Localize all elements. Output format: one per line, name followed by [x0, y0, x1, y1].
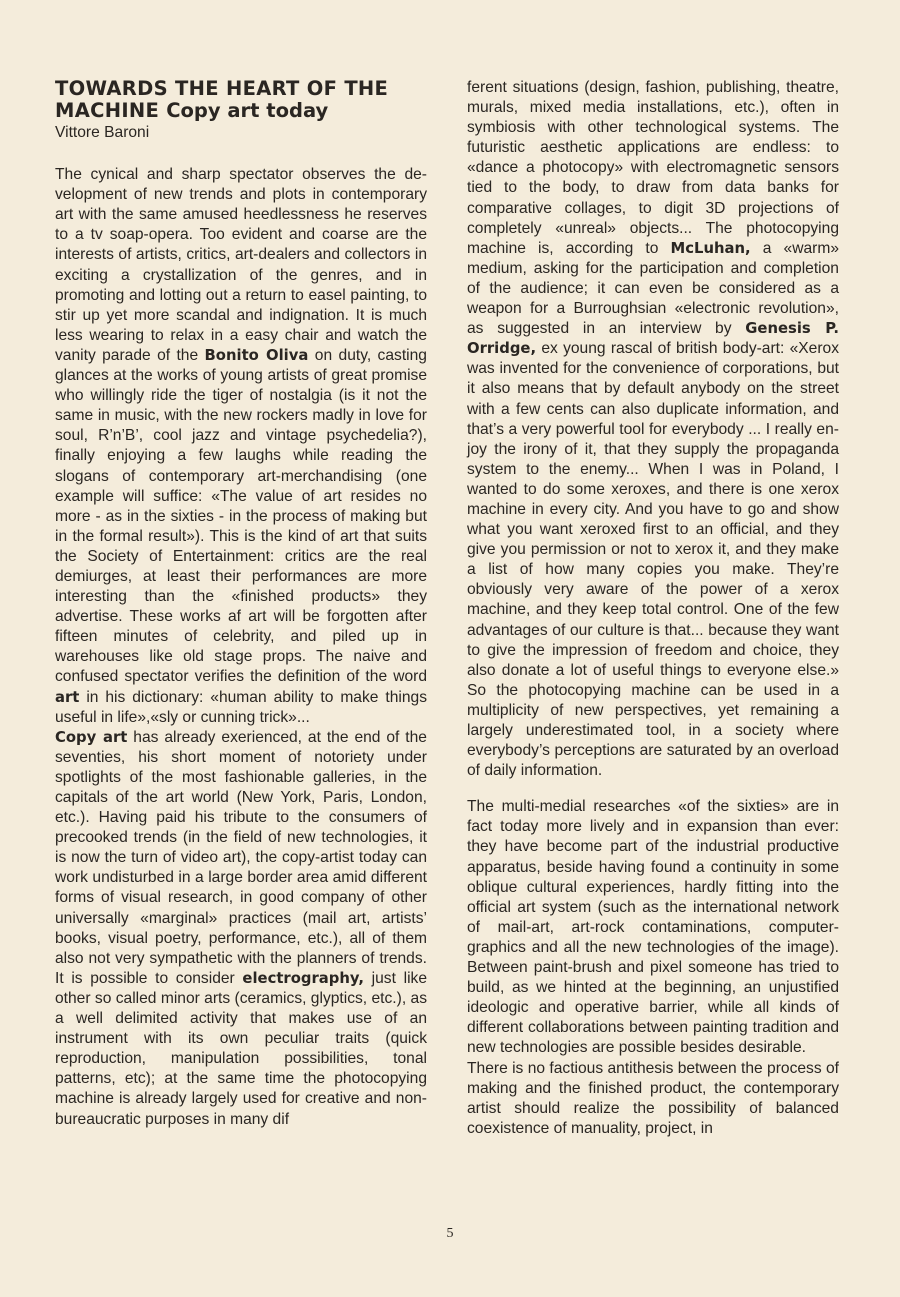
article-title-sub: Copy art today — [166, 99, 329, 122]
article-title — [55, 78, 427, 122]
left-p1-text-a: The cynical and sharp spectator observes the development of new trends and plots in contemporary art with the same amused heedlessness he reserves to a tv soap-opera. Too evident and coarse are the interests of artists, critics, art-dealers and collectors in exciting a crystallization of the genres, and in promoting and lotting out a return to easel painting, to stir up yet more scandal and indignation. It is much less wearing to relax in a easy chair and watch the vanity parade of the — [55, 166, 427, 364]
left-p2-text-a: has already exerienced, at the end of the seventies, his short moment of notoriety under spotlights of the most fashionable galleries, in the capitals of the art world (New York, Paris, London, etc.). Having paid his tribute to the consumers of precooked trends (in the field of new technologies, it is now the turn of video art), the copy-artist today can work undisturbed in a large border area amid different forms of visual research, in good company of other universally «marginal» practices (mail art, artists’ books, visual poetry, performance, etc.), all of them also not very sympathetic with the planners of trends. It is possible to consider — [55, 728, 427, 987]
name-bonito-oliva: Bonito Oliva — [204, 346, 309, 364]
term-art: art — [55, 688, 80, 706]
left-column — [55, 78, 427, 1130]
left-paragraph-1 — [55, 165, 427, 728]
term-copy-art: Copy art — [55, 728, 128, 746]
left-p1-text-b: on duty, casting glances at the works of young artists of great promise who willingly ride the tiger of nostalgia (is it not the same in music, with the new rockers madly in love for soul, R’n’B’, cool jazz and vintage psychedelia?), finally enjoying a few laughs while reading the slogans of contemporary art-merchandising (one example will suffice: «The value of art resides no more - as in the sixties - in the process of making but in the formal result»). This is the kind of art that suits the Society of Entertainment: critics are the real demiurges, at least their performances are more interesting than the «finished products» they advertise. These works af art will be forgotten after fifteen minutes of celebrity, and piled up in warehouses like old stage props. The naive and confused spectator verifies the definition of the word — [55, 346, 427, 686]
right-paragraph-2: The multi-medial researches «of the sixties» are in fact today more lively and in expansion than ever: they have become part of the industrial productive apparatus, beside having found a continuity in some oblique cultural experiences, hardly fitting into the official art system (such as the international network of mail-art, art-rock contaminations, computer-graphics and all the new technologies of the image). Between paint-brush and pixel someone has tried to build, as we hinted at the beginning, an unjustified ideologic and operative barrier, while all kinds of different collaborations between painting tradition and new technologies are possible besides desirable. — [467, 798, 839, 1057]
left-paragraph-2 — [55, 728, 427, 1130]
right-paragraph-3: There is no factious antithesis between the process of making and the finished product, the contemporary artist should realize the possibility of balanced coexistence of manuality, project, in — [467, 1059, 839, 1137]
right-p1-text-a: ferent situations (design, fashion, publishing, theatre, murals, mixed media installations, etc.), often in symbiosis with other technological systems. The futuristic aesthetic applications are endless: to «dance a photocopy» with electromagnetic sensors tied to the body, to draw from data banks for comparative collages, to digit 3D projections of completely «unreal» objects... The photocopying machine is, according to — [467, 79, 839, 257]
article-author: Vittore Baroni — [55, 124, 150, 141]
left-p2-text-b: just like other so called minor arts (ceramics, glyptics, etc.), as a well delimited activity that makes use of an instrument with its own peculiar traits (quick reproduction, manipulation possibilities, tonal patterns, etc); at the same time the photocopying machine is already largely used for creative and non-bureaucratic purposes in many dif — [55, 969, 427, 1128]
right-p1-text-b: a «warm» medium, asking for the participation and completion of the audience; it can even be considered as a weapon for a Burroughsian «electronic revolution», as suggested in an interview by — [467, 239, 839, 338]
right-paragraph-1 — [467, 78, 839, 781]
right-p1-text-c: ex young rascal of british body-art: «Xerox was invented for the convenience of corporations, but it also means that by default anybody on the street with a few cents can also duplicate information, and that’s a very powerful tool for everybody ... I really enjoy the irony of it, that they supply the propaganda system to the enemy... When I was in Poland, I wanted to do some xeroxes, and there is one xerox machine in every city. And you have to go and show what you want xeroxed first to an official, and they give you permission or not to xerox it, and they make a list of how many copies you make. They’re obviously very aware of the power of a xerox machine, and they keep total control. One of the few advantages of our culture is that... because they want to give the impression of freedom and choice, they also donate a lot of useful things to everyone else.» So the photocopying machine can be used in a multiplicity of new perspectives, yet remaining a largely underestimated tool, in a society where everybody’s perceptions are saturated by an overload of daily information. — [467, 340, 839, 780]
name-genesis-p-orridge: Genesis P. Orridge, — [467, 320, 839, 358]
right-column — [467, 78, 839, 1139]
left-p1-text-c: in his dictionary: «human ability to make things useful in life»,«sly or cunning trick»... — [55, 688, 428, 726]
name-mcluhan: McLuhan, — [670, 239, 751, 257]
term-electrography: electrography, — [242, 969, 364, 987]
article-title-main: TOWARDS THE HEART OF THE MACHINE — [55, 77, 389, 122]
page-number: 5 — [446, 1226, 454, 1241]
